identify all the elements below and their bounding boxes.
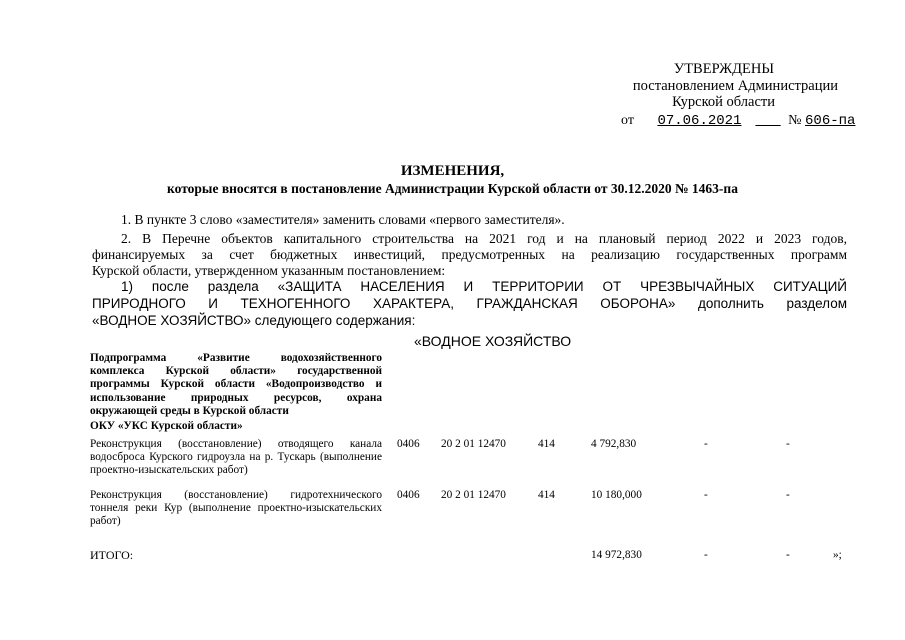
- section-code: 0406: [397, 438, 420, 450]
- paragraph-3-line-2: ПРИРОДНОГО И ТЕХНОГЕННОГО ХАРАКТЕРА, ГРАЖДАНСКАЯ ОБОРОНА» дополнить разделом: [92, 296, 847, 311]
- object-name: Реконструкция (восстановление) отводящего канала водосброса Курского гидроузла на р. Тускарь (выполнение проектно-изыскательских работ): [90, 438, 382, 477]
- amount-2022: -: [704, 438, 708, 450]
- document-title: ИЗМЕНЕНИЯ,: [400, 163, 505, 179]
- number-sign: №: [788, 113, 802, 128]
- total-amount-2021: 14 972,830: [591, 549, 642, 561]
- amount-2022: -: [704, 489, 708, 501]
- paragraph-2-line-1: 2. В Перечне объектов капитального строительства на 2021 год и на плановый период 2022 и 2023 годов,: [121, 231, 847, 246]
- approval-line-3: Курской области: [672, 94, 775, 110]
- approval-title: УТВЕРЖДЕНЫ: [673, 61, 774, 77]
- date-value: 07.06.2021: [657, 113, 742, 129]
- amount-2023: -: [786, 489, 790, 501]
- target-code: 20 2 01 12470: [441, 438, 506, 450]
- approval-date-line: [621, 113, 855, 129]
- amount-2021: 4 792,830: [591, 438, 637, 450]
- total-label: ИТОГО:: [90, 548, 134, 562]
- amount-2021: 10 180,000: [591, 489, 642, 501]
- total-amount-2023: -: [786, 549, 790, 561]
- section-title: «ВОДНОЕ ХОЗЯЙСТВО: [414, 333, 572, 349]
- paragraph-3-line-1: 1) после раздела «ЗАЩИТА НАСЕЛЕНИЯ И ТЕРРИТОРИИ ОТ ЧРЕЗВЫЧАЙНЫХ СИТУАЦИЙ: [121, 279, 847, 294]
- paragraph-2-line-2: финансируемых за счет бюджетных инвестиций, предусмотренных на реализацию государственных программ: [92, 247, 847, 262]
- customer-name: ОКУ «УКС Курской области»: [90, 420, 243, 432]
- total-amount-2022: -: [704, 549, 708, 561]
- expense-type: 414: [538, 489, 555, 501]
- document-subtitle: которые вносятся в постановление Администрации Курской области от 30.12.2020 № 1463-па: [167, 181, 738, 196]
- subprogram-text: Подпрограмма «Развитие водохозяйственного комплекса Курской области» государственной программы Курской области «Водопроизводство и использование природных ресурсов, охрана окружающей среды в Курской области: [90, 352, 382, 417]
- number-value: 606-па: [805, 113, 856, 129]
- date-prefix: от: [621, 113, 634, 128]
- paragraph-3-line-3: «ВОДНОЕ ХОЗЯЙСТВО» следующего содержания:: [92, 313, 416, 328]
- paragraph-1: 1. В пункте 3 слово «заместителя» заменить словами «первого заместителя».: [121, 212, 565, 227]
- object-name: Реконструкция (восстановление) гидротехнического тоннеля реки Кур (выполнение проектно-изыскательских работ): [90, 489, 382, 528]
- approval-line-2: постановлением Администрации: [632, 78, 838, 94]
- closing-quote: »;: [833, 549, 842, 561]
- expense-type: 414: [538, 438, 555, 450]
- target-code: 20 2 01 12470: [441, 489, 506, 501]
- section-code: 0406: [397, 489, 420, 501]
- amount-2023: -: [786, 438, 790, 450]
- paragraph-2-line-3: Курской области, утвержденном указанным постановлением:: [92, 263, 446, 278]
